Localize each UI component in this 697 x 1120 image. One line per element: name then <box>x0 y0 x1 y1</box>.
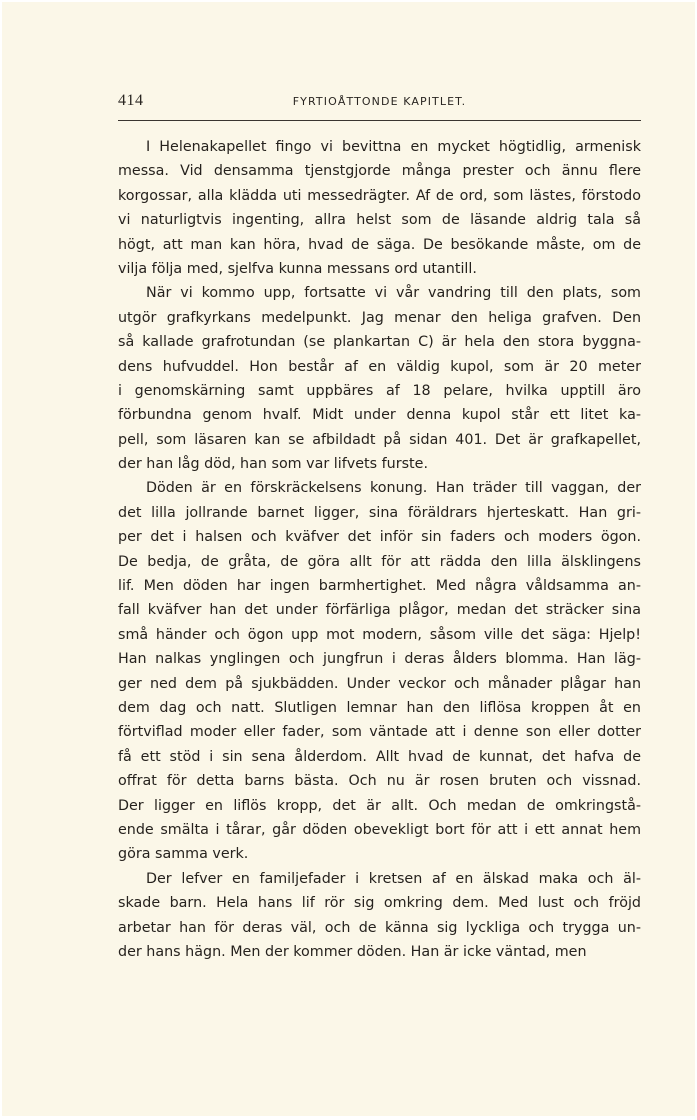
text-line: vi naturligtvis ingenting, allra helst som de läsande aldrig tala så <box>118 212 641 229</box>
text-line: fall kväfver han det under förfärliga plågor, medan det sträcker sina <box>118 602 641 619</box>
body-text <box>118 135 641 964</box>
text-line: offrat för detta barns bästa. Och nu är rosen bruten och vissnad. <box>118 773 641 790</box>
text-line: få ett stöd i sin sena ålderdom. Allt hvad de kunnat, det hafva de <box>118 748 641 765</box>
text-line: så kallade grafrotundan (se plankartan C) är hela den stora byggna- <box>118 334 641 351</box>
text-line: De bedja, de gråta, de göra allt för att rädda den lilla älsklingens <box>118 553 641 570</box>
text-line: högt, att man kan höra, hvad de säga. De besökande måste, om de <box>118 236 641 253</box>
text-line: pell, som läsaren kan se afbildadt på sidan 401. Det är grafkapellet, <box>118 431 641 448</box>
text-line: små händer och ögon upp mot modern, såsom ville det säga: Hjelp! <box>118 626 641 643</box>
text-line: der han låg död, han som var lifvets furste. <box>118 456 429 473</box>
text-line: der hans hägn. Men der kommer döden. Han är icke väntad, men <box>118 943 587 960</box>
paragraph <box>118 476 641 866</box>
text-line: dem dag och natt. Slutligen lemnar han den liflösa kroppen åt en <box>118 699 641 716</box>
paragraph <box>118 281 641 476</box>
text-line: arbetar han för deras väl, och de känna sig lyckliga och trygga un- <box>118 919 641 936</box>
text-line: förtviflad moder eller fader, som väntade att i denne son eller dotter <box>118 724 641 741</box>
text-line: skade barn. Hela hans lif rör sig omkring dem. Med lust och fröjd <box>118 895 641 912</box>
text-line: ende smälta i tårar, går döden obevekligt bort för att i ett annat hem <box>118 821 641 838</box>
header-rule <box>118 120 641 121</box>
text-line: dens hufvuddel. Hon består af en väldig kupol, som är 20 meter <box>118 358 641 375</box>
text-line: Döden är en förskräckelsens konung. Han träder till vaggan, der <box>146 480 641 497</box>
text-line: lif. Men döden har ingen barmhertighet. Med några våldsamma an- <box>118 578 641 595</box>
text-line: ger ned dem på sjukbädden. Under veckor och månader plågar han <box>118 675 641 692</box>
text-line: När vi kommo upp, fortsatte vi vår vandring till den plats, som <box>146 285 641 302</box>
text-line: I Helenakapellet fingo vi bevittna en mycket högtidlig, armenisk <box>146 139 641 155</box>
text-line: korgossar, alla klädda uti messedrägter. Af de ord, som lästes, förstodo <box>118 187 641 204</box>
paragraph <box>118 135 641 281</box>
text-line: i genomskärning samt uppbäres af 18 pelare, hvilka upptill äro <box>118 382 641 399</box>
text-line: göra samma verk. <box>118 846 249 863</box>
text-line: Der ligger en liflös kropp, det är allt. Och medan de omkringstå- <box>118 797 641 814</box>
text-line: Han nalkas ynglingen och jungfrun i deras ålders blomma. Han läg- <box>118 651 641 668</box>
book-page <box>2 2 695 1116</box>
text-line: Der lefver en familjefader i kretsen af en älskad maka och äl- <box>146 870 641 887</box>
page-number: 414 <box>118 92 144 109</box>
text-line: messa. Vid densamma tjenstgjorde många prester och ännu flere <box>118 163 641 180</box>
text-line: per det i halsen och kväfver det inför sin faders och moders ögon. <box>118 529 641 546</box>
text-line: det lilla jollrande barnet ligger, sina föräldrars hjerteskatt. Han gri- <box>118 504 641 521</box>
text-line: förbundna genom hvalf. Midt under denna kupol står ett litet ka- <box>118 407 641 424</box>
text-line: vilja följa med, sjelfva kunna messans ord utantill. <box>118 260 477 277</box>
paragraph <box>118 867 641 965</box>
text-line: utgör grafkyrkans medelpunkt. Jag menar den heliga grafven. Den <box>118 309 641 326</box>
running-head: FYRTIOÅTTONDE KAPITLET. <box>292 95 467 108</box>
page-header <box>118 92 641 114</box>
